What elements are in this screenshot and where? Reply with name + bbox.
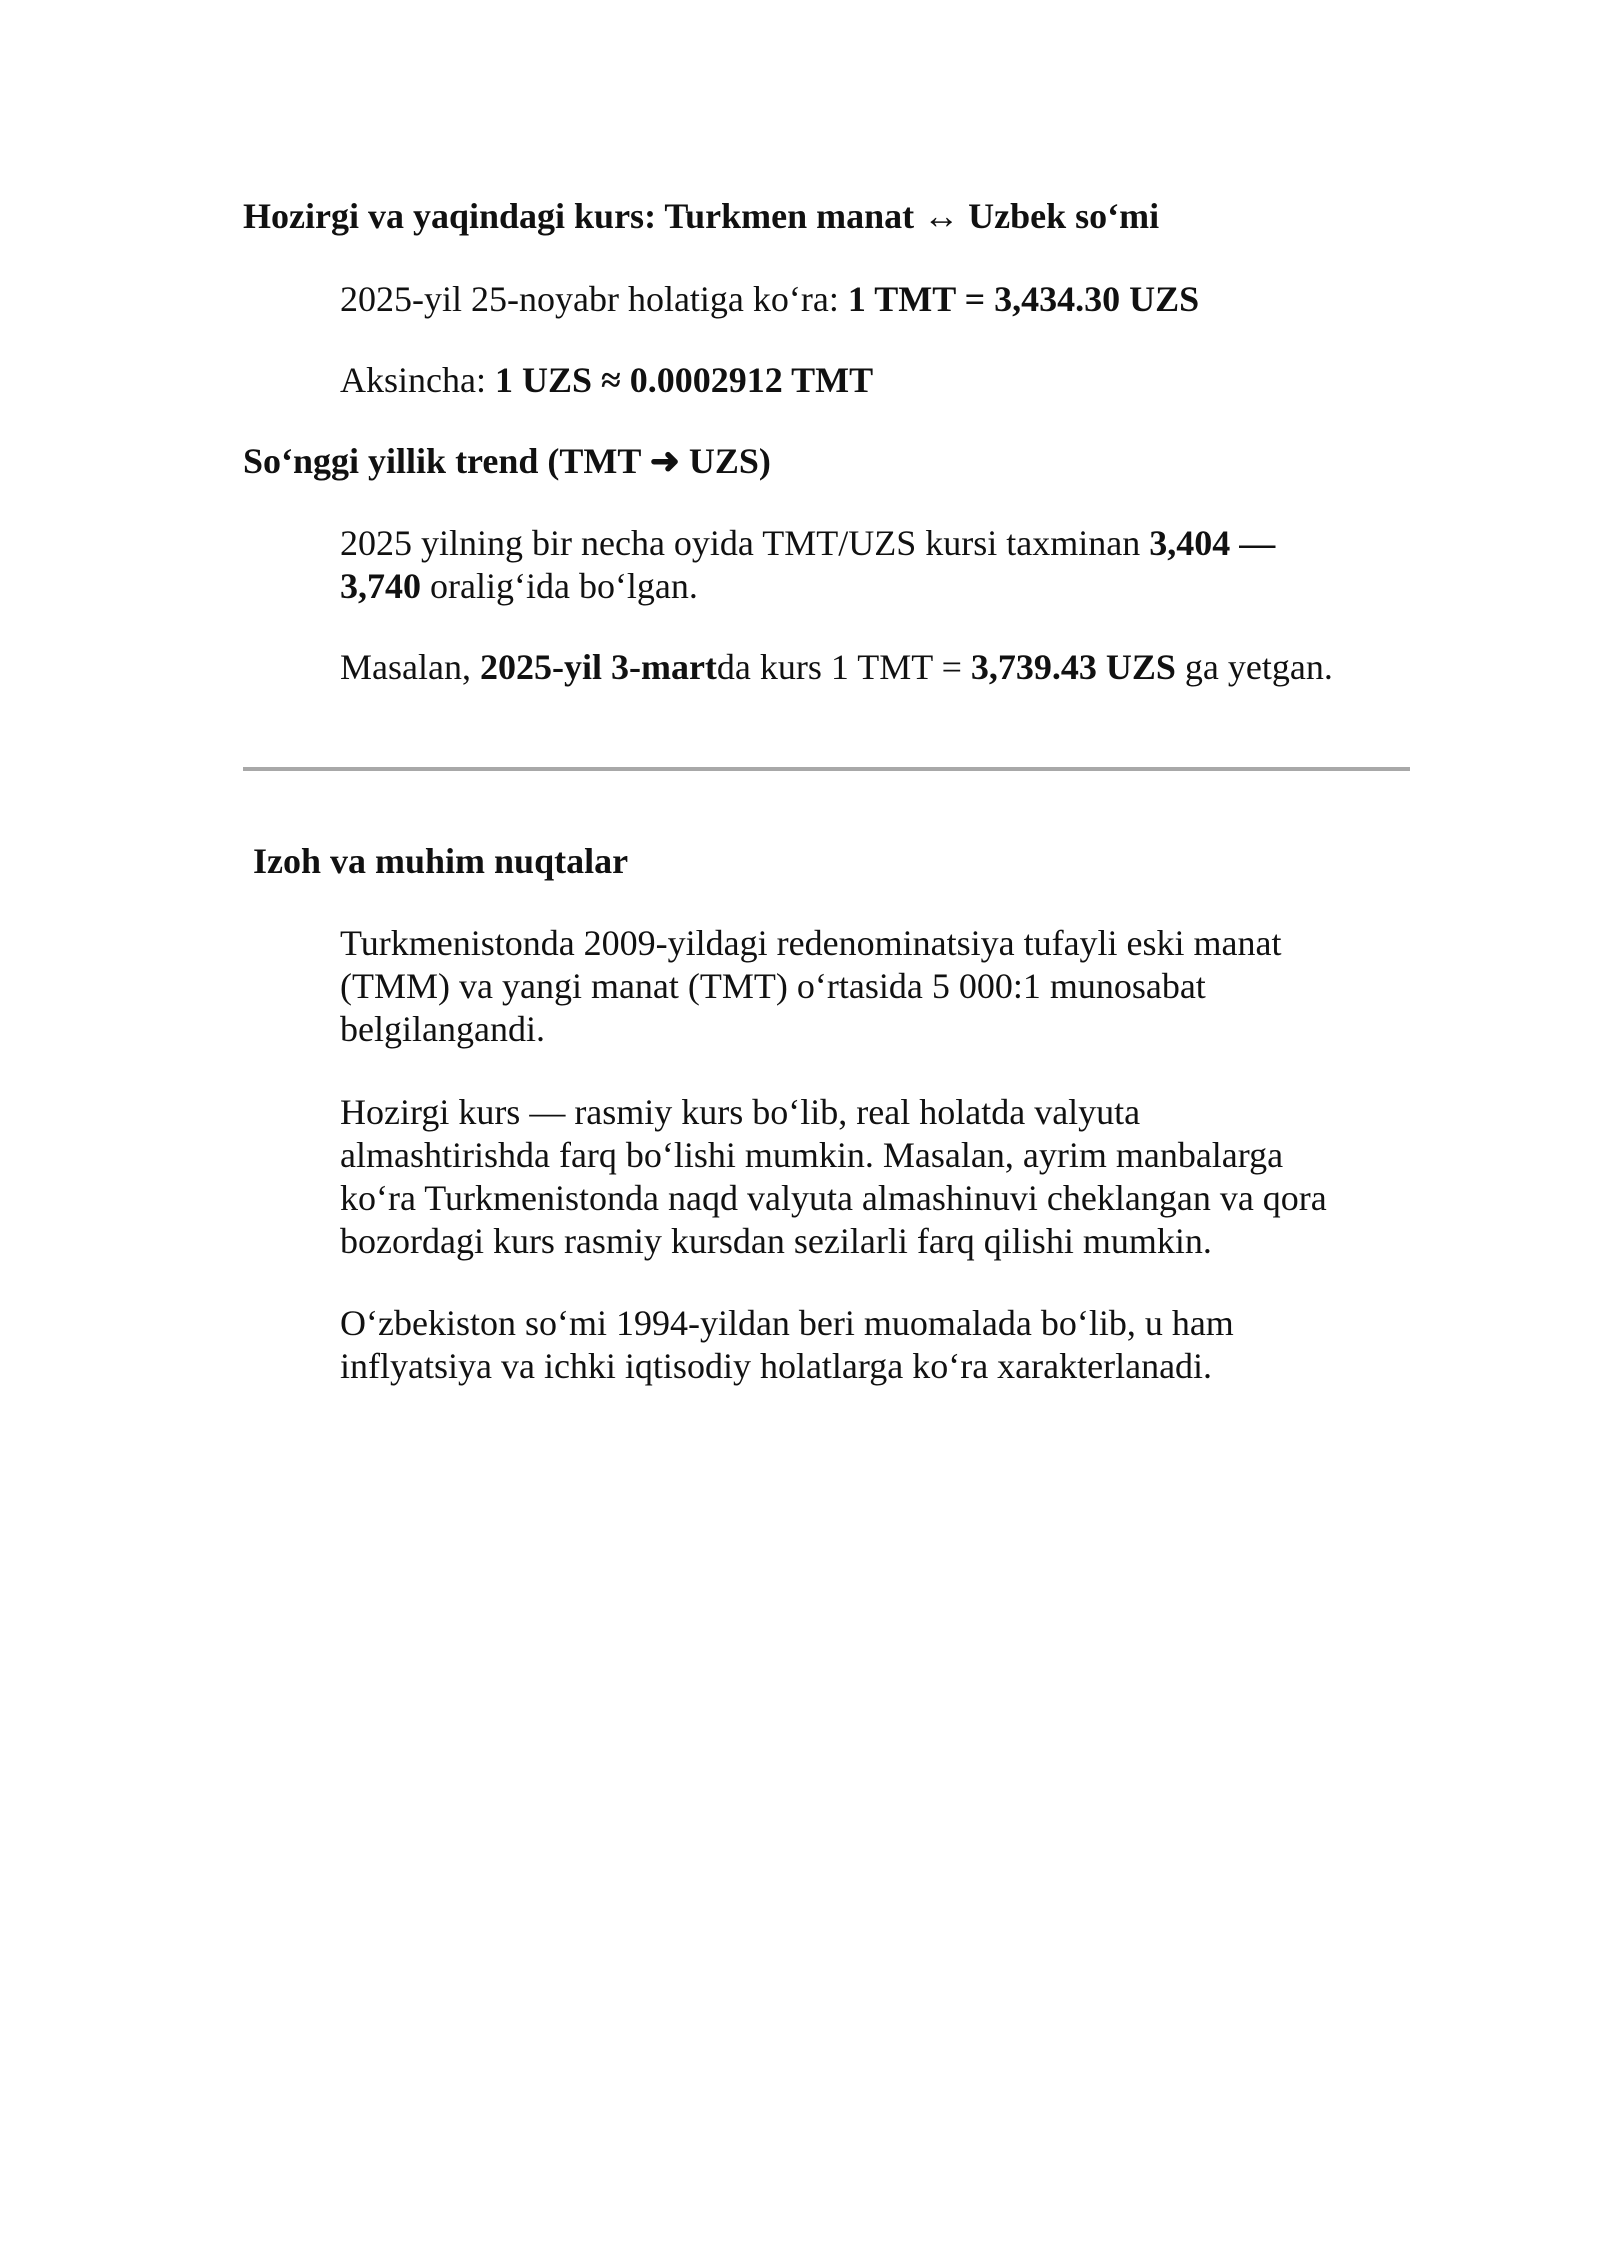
note-redenomination: Turkmenistonda 2009-yildagi redenominatsiya tufayli eski manat (TMM) va yangi manat (TMT) o‘rtasida 5 000:1 munosabat belgilangandi. bbox=[340, 923, 1282, 1049]
example-suffix: ga yetgan. bbox=[1175, 647, 1333, 687]
rate-value: 1 TMT = 3,434.30 UZS bbox=[847, 279, 1200, 319]
rate-date-text: 2025-yil 25-noyabr holatiga ko‘ra: bbox=[340, 279, 848, 319]
trend-range-text: 2025 yilning bir necha oyida TMT/UZS kursi taxminan bbox=[340, 523, 1150, 563]
trend-range-suffix: oralig‘ida bo‘lgan. bbox=[421, 566, 698, 606]
note-official-rate: Hozirgi kurs — rasmiy kurs bo‘lib, real holatda valyuta almashtirishda farq bo‘lishi mumkin. Masalan, ayrim manbalarga ko‘ra Turkmenistonda naqd valyuta almashinuvi cheklangan va qora bozordagi kurs rasmiy kursdan sezilarli farq qilishi mumkin. bbox=[340, 1092, 1327, 1261]
note-uzbek-som: O‘zbekiston so‘mi 1994-yildan beri muomalada bo‘lib, u ham inflyatsiya va ichki iqtisodiy holatlarga ko‘ra xarakterlanadi. bbox=[340, 1303, 1234, 1386]
section-heading-current-rate: Hozirgi va yaqindagi kurs: Turkmen manat ↔ Uzbek so‘mi bbox=[243, 196, 1160, 236]
example-rate-value: 3,739.43 UZS bbox=[970, 647, 1176, 687]
trend-range-paragraph bbox=[340, 522, 1350, 608]
trend-example-paragraph bbox=[340, 646, 1350, 689]
inverse-rate-value: 1 UZS ≈ 0.0002912 TMT bbox=[494, 360, 874, 400]
example-middle: da kurs 1 TMT = bbox=[716, 647, 971, 687]
trend-range-value: 3,404 — 3,740 bbox=[340, 523, 1276, 606]
example-prefix: Masalan, bbox=[340, 647, 480, 687]
example-date: 2025-yil 3-mart bbox=[479, 647, 717, 687]
inverse-label: Aksincha: bbox=[340, 360, 495, 400]
section-heading-trend: So‘nggi yillik trend (TMT ➜ UZS) bbox=[243, 441, 771, 481]
rate-paragraph bbox=[340, 278, 1350, 321]
inverse-rate-paragraph bbox=[340, 359, 1350, 402]
horizontal-divider bbox=[243, 767, 1410, 771]
section-heading-notes: Izoh va muhim nuqtalar bbox=[253, 841, 629, 881]
